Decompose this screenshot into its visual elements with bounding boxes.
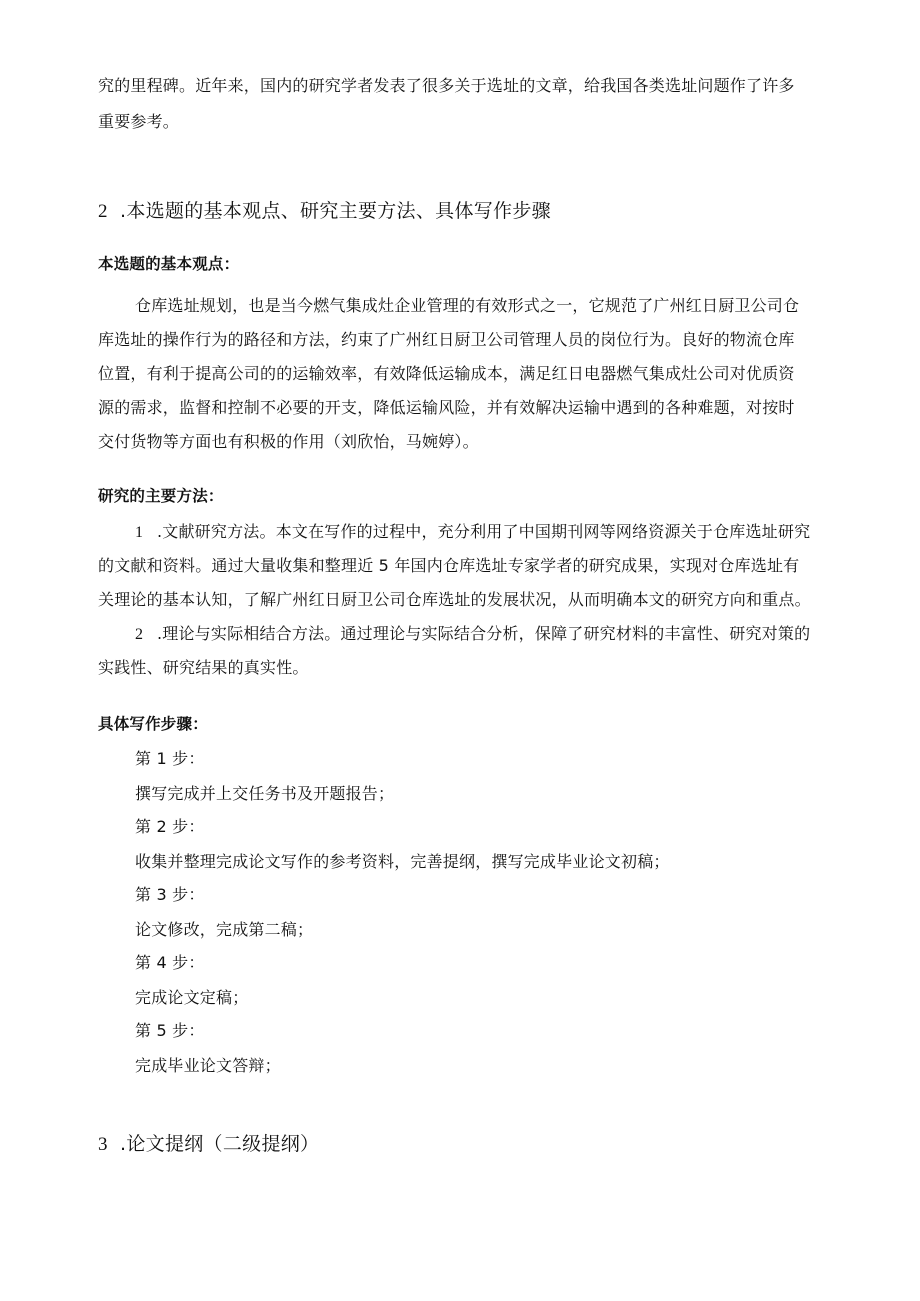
intro-line-2: 重要参考。 xyxy=(98,112,180,131)
step-text: 完成论文定稿； xyxy=(135,988,249,1007)
section-3-title: .论文提纲（二级提纲） xyxy=(120,1133,320,1155)
section-2-heading xyxy=(98,199,838,224)
section-2-title: .本选题的基本观点、研究主要方法、具体写作步骤 xyxy=(120,200,551,222)
viewpoint-line: 交付货物等方面也有积极的作用（刘欣怡，马婉婷）。 xyxy=(98,432,479,451)
method-1-line-1 xyxy=(135,522,838,543)
method-2-number: 2 xyxy=(135,626,144,643)
viewpoint-line: 库选址的操作行为的路径和方法，约束了广州红日厨卫公司管理人员的岗位行为。良好的物流仓库 xyxy=(98,330,795,349)
method-1-line-3: 关理论的基本认知，了解广州红日厨卫公司仓库选址的发展状况，从而明确本文的研究方向和重点。 xyxy=(98,590,811,609)
steps-heading: 具体写作步骤： xyxy=(98,715,208,733)
step-label: 第 5 步： xyxy=(135,1021,205,1040)
step-label: 第 3 步： xyxy=(135,885,205,904)
viewpoint-line: 仓库选址规划，也是当今燃气集成灶企业管理的有效形式之一，它规范了广州红日厨卫公司仓 xyxy=(135,296,800,315)
intro-line-1: 究的里程碑。近年来，国内的研究学者发表了很多关于选址的文章，给我国各类选址问题作了许多 xyxy=(98,76,795,95)
step-label: 第 4 步： xyxy=(135,953,205,972)
section-3-number: 3 xyxy=(98,1134,108,1155)
method-2-line-1 xyxy=(135,624,838,645)
step-text: 论文修改，完成第二稿； xyxy=(135,920,314,939)
method-1-text: .文献研究方法。本文在写作的过程中，充分利用了中国期刊网等网络资源关于仓库选址研究 xyxy=(157,522,811,541)
section-3-heading xyxy=(98,1132,838,1157)
methods-heading: 研究的主要方法： xyxy=(98,487,224,505)
step-text: 完成毕业论文答辩； xyxy=(135,1056,281,1075)
viewpoint-line: 源的需求，监督和控制不必要的开支，降低运输风险，并有效解决运输中遇到的各种难题，对按时 xyxy=(98,398,795,417)
method-1-number: 1 xyxy=(135,524,144,541)
step-text: 撰写完成并上交任务书及开题报告； xyxy=(135,784,395,803)
step-label: 第 2 步： xyxy=(135,817,205,836)
step-label: 第 1 步： xyxy=(135,749,205,768)
viewpoint-heading: 本选题的基本观点： xyxy=(98,255,240,273)
method-1-line-2: 的文献和资料。通过大量收集和整理近 5 年国内仓库选址专家学者的研究成果，实现对仓库选址有 xyxy=(98,556,800,575)
step-text: 收集并整理完成论文写作的参考资料，完善提纲，撰写完成毕业论文初稿； xyxy=(135,852,670,871)
method-2-line-2: 实践性、研究结果的真实性。 xyxy=(98,658,309,677)
section-2-number: 2 xyxy=(98,201,108,222)
viewpoint-line: 位置，有利于提高公司的的运输效率，有效降低运输成本，满足红日电器燃气集成灶公司对优质资 xyxy=(98,364,795,383)
method-2-text: .理论与实际相结合方法。通过理论与实际结合分析，保障了研究材料的丰富性、研究对策的 xyxy=(157,624,811,643)
